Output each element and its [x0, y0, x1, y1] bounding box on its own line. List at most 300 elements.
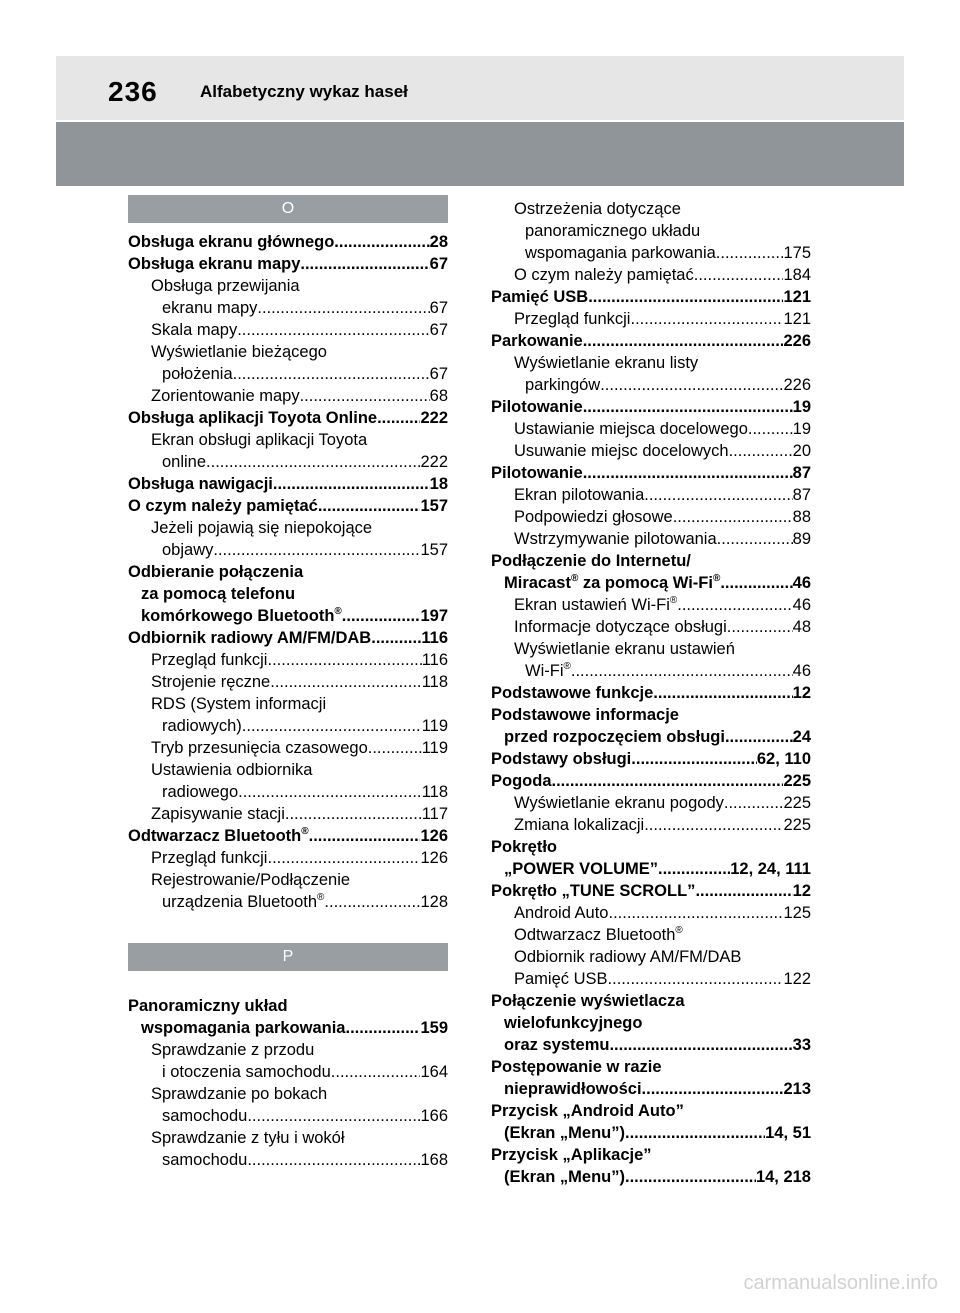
entry-line	[128, 407, 448, 429]
entry-label	[141, 583, 295, 605]
registered-mark: ®	[563, 661, 571, 672]
entry-label	[141, 605, 342, 627]
leader-dots	[583, 462, 793, 484]
page-reference: 222	[420, 409, 448, 427]
entry-line	[128, 561, 448, 583]
entry-text: Odbiornik radiowy AM/FM/DAB	[514, 948, 742, 966]
page-reference: 226	[783, 332, 811, 350]
entry-text: Zapisywanie stacji	[151, 805, 285, 823]
entry-line	[128, 1127, 448, 1149]
entry-text: Pogoda	[491, 772, 552, 790]
entry-label	[491, 396, 583, 418]
registered-mark: ®	[334, 606, 342, 617]
entry-text: i otoczenia samochodu	[162, 1063, 331, 1081]
leader-dots	[318, 495, 421, 517]
leader-dots	[331, 1061, 421, 1083]
entry-text: oraz systemu	[504, 1036, 610, 1054]
leader-dots	[725, 726, 793, 748]
entry-line	[491, 880, 811, 902]
entry-label	[128, 231, 334, 253]
entry-text: Obsługa przewijania	[151, 277, 300, 295]
entry-text: Wi-Fi	[525, 662, 564, 680]
entry-label	[128, 825, 309, 847]
entry-label	[151, 429, 367, 451]
page-reference: 68	[429, 387, 448, 405]
entry-label	[141, 1017, 345, 1039]
entry-label	[514, 814, 644, 836]
entry-text: parkingów	[525, 376, 601, 394]
entry-line	[128, 583, 448, 605]
index-entry	[128, 825, 448, 847]
entry-line	[491, 1100, 811, 1122]
page-reference: 46	[792, 596, 811, 614]
index-subentry	[491, 484, 811, 506]
entry-text: Połączenie wyświetlacza	[491, 992, 685, 1010]
leader-dots	[247, 1105, 420, 1127]
entry-text: urządzenia Bluetooth	[162, 893, 318, 911]
leader-dots	[673, 506, 793, 528]
entry-label	[514, 308, 630, 330]
page-reference: 20	[792, 442, 811, 460]
leader-dots	[324, 891, 420, 913]
entry-line	[491, 1166, 811, 1188]
registered-mark: ®	[301, 826, 309, 837]
leader-dots	[653, 682, 792, 704]
entry-label	[128, 995, 288, 1017]
entry-label	[514, 594, 677, 616]
leader-dots	[300, 253, 429, 275]
entry-line	[128, 253, 448, 275]
index-entry	[491, 1144, 811, 1188]
page-reference: 46	[792, 574, 811, 592]
entry-text: Odbiornik radiowy AM/FM/DAB	[128, 629, 372, 647]
entry-text: Odbieranie połączenia	[128, 563, 304, 581]
entry-text: Ustawianie miejsca docelowego	[514, 420, 748, 438]
entry-text: Ostrzeżenia dotyczące	[514, 200, 681, 218]
entry-label	[514, 264, 694, 286]
entry-text: Zmiana lokalizacji	[514, 816, 645, 834]
entry-line	[491, 242, 811, 264]
index-entry	[491, 770, 811, 792]
entry-text: Przycisk „Aplikacje”	[491, 1146, 652, 1164]
leader-dots	[552, 770, 784, 792]
index-subentry	[128, 737, 448, 759]
entry-line	[128, 1039, 448, 1061]
index-subentry	[491, 638, 811, 682]
entry-label	[504, 1012, 642, 1034]
entry-line	[491, 1012, 811, 1034]
entry-line	[491, 308, 811, 330]
entry-line	[128, 451, 448, 473]
page-reference: 126	[420, 849, 448, 867]
entry-line	[128, 715, 448, 737]
page-reference: 119	[421, 739, 448, 757]
entry-line	[128, 363, 448, 385]
page-reference: 118	[421, 673, 448, 691]
leader-dots	[716, 242, 784, 264]
entry-line	[128, 995, 448, 1017]
entry-line	[128, 737, 448, 759]
entry-label	[151, 275, 300, 297]
page-reference: 67	[429, 299, 448, 317]
index-entry	[491, 550, 811, 594]
index-entry	[128, 407, 448, 429]
leader-dots	[206, 451, 420, 473]
entry-line	[491, 748, 811, 770]
entry-line	[128, 891, 448, 913]
index-subentry	[128, 385, 448, 407]
entry-line	[491, 1122, 811, 1144]
entry-line	[491, 924, 811, 946]
index-entry	[491, 286, 811, 308]
entry-line	[128, 473, 448, 495]
index-subentry	[491, 352, 811, 396]
page-reference: 118	[421, 783, 448, 801]
leader-dots	[609, 1034, 792, 1056]
page-reference: 119	[421, 717, 448, 735]
index-column-right	[491, 198, 811, 1188]
entry-text: Skala mapy	[151, 321, 238, 339]
entry-text: ekranu mapy	[162, 299, 258, 317]
entry-text: wspomagania parkowania	[525, 244, 716, 262]
entry-text: Obsługa nawigacji	[128, 475, 273, 493]
entry-label	[525, 242, 716, 264]
entry-text: Przegląd funkcji	[151, 849, 268, 867]
entry-line	[491, 506, 811, 528]
entry-text: Sprawdzanie z przodu	[151, 1041, 315, 1059]
entry-text: wielofunkcyjnego	[504, 1014, 643, 1032]
index-subentry	[128, 429, 448, 473]
entry-line	[128, 495, 448, 517]
entry-label	[151, 869, 350, 891]
entry-label	[128, 407, 377, 429]
page-reference: 225	[783, 816, 811, 834]
entry-line	[491, 726, 811, 748]
leader-dots	[729, 440, 793, 462]
index-list-o	[128, 231, 448, 913]
page-reference: 125	[783, 904, 811, 922]
entry-label	[504, 726, 725, 748]
index-entry	[128, 627, 448, 649]
entry-line	[491, 418, 811, 440]
page-reference: 12	[792, 882, 811, 900]
entry-line	[491, 814, 811, 836]
entry-text: Zorientowanie mapy	[151, 387, 300, 405]
registered-mark: ®	[669, 595, 678, 606]
index-entry	[491, 748, 811, 770]
entry-line	[491, 1034, 811, 1056]
index-subentry	[491, 968, 811, 990]
page-number: 236	[108, 76, 158, 107]
index-entry	[128, 495, 448, 517]
entry-line	[128, 825, 448, 847]
page-reference: 121	[783, 310, 811, 328]
entry-label	[514, 638, 735, 660]
index-entry	[491, 396, 811, 418]
index-entry	[491, 880, 811, 902]
index-subentry	[128, 1127, 448, 1171]
entry-line	[491, 682, 811, 704]
entry-text: Wyświetlanie ekranu listy	[514, 354, 699, 372]
page-reference: 159	[420, 1019, 448, 1037]
section-header-o: O	[128, 195, 448, 223]
entry-line	[491, 572, 811, 594]
entry-line	[128, 1083, 448, 1105]
entry-line	[491, 660, 811, 682]
index-subentry	[128, 649, 448, 671]
entry-label	[504, 1122, 625, 1144]
page-reference: 157	[420, 497, 448, 515]
entry-label	[504, 858, 658, 880]
entry-label	[491, 748, 631, 770]
entry-line	[128, 627, 448, 649]
page-reference: 24	[792, 728, 811, 746]
entry-text: samochodu	[162, 1151, 248, 1169]
entry-text: Podstawowe informacje	[491, 706, 679, 724]
page-reference: 87	[792, 486, 811, 504]
page-reference: 67	[429, 365, 448, 383]
entry-line	[128, 341, 448, 363]
entry-label	[162, 781, 238, 803]
entry-line	[491, 484, 811, 506]
entry-label	[162, 451, 206, 473]
entry-label	[151, 1127, 345, 1149]
entry-line	[491, 1056, 811, 1078]
index-entry	[128, 253, 448, 275]
index-entry	[128, 231, 448, 253]
index-subentry	[491, 902, 811, 924]
section-header-p: P	[128, 943, 448, 971]
entry-line	[128, 693, 448, 715]
page-reference: 121	[783, 288, 811, 306]
entry-line	[491, 946, 811, 968]
entry-line	[491, 770, 811, 792]
entry-line	[128, 649, 448, 671]
entry-text: „POWER VOLUME”	[504, 860, 659, 878]
entry-label	[162, 1105, 247, 1127]
index-subentry	[128, 869, 448, 913]
leader-dots	[694, 264, 784, 286]
index-subentry	[491, 506, 811, 528]
leader-dots	[300, 385, 430, 407]
page-reference: 19	[792, 420, 811, 438]
page-reference: 33	[792, 1036, 811, 1054]
entry-text: Pilotowanie	[491, 464, 583, 482]
entry-line	[491, 858, 811, 880]
entry-label	[491, 704, 679, 726]
index-list-right	[491, 198, 811, 1188]
entry-label	[128, 473, 273, 495]
entry-line	[491, 550, 811, 572]
entry-line	[491, 396, 811, 418]
entry-label	[491, 682, 653, 704]
entry-label	[151, 319, 237, 341]
page-reference: 128	[420, 893, 448, 911]
entry-line	[128, 231, 448, 253]
entry-text: radiowego	[162, 783, 239, 801]
index-subentry	[491, 528, 811, 550]
entry-text: Podłączenie do Internetu/	[491, 552, 691, 570]
entry-text: Przycisk „Android Auto”	[491, 1102, 684, 1120]
entry-text: Wyświetlanie bieżącego	[151, 343, 327, 361]
page-reference: 184	[783, 266, 811, 284]
entry-label	[514, 440, 729, 462]
registered-mark: ®	[675, 925, 683, 936]
entry-line	[491, 528, 811, 550]
entry-text: Wyświetlanie ekranu pogody	[514, 794, 724, 812]
entry-label	[525, 374, 600, 396]
leader-dots	[717, 528, 793, 550]
page-reference: 67	[429, 321, 448, 339]
leader-dots	[642, 1078, 784, 1100]
index-subentry	[491, 792, 811, 814]
leader-dots	[608, 968, 784, 990]
page-reference: 116	[421, 651, 448, 669]
entry-label	[128, 561, 303, 583]
leader-dots	[625, 1166, 756, 1188]
entry-line	[128, 847, 448, 869]
entry-label	[491, 1100, 684, 1122]
index-subentry	[491, 264, 811, 286]
index-subentry	[128, 517, 448, 561]
leader-dots	[213, 539, 420, 561]
entry-line	[128, 759, 448, 781]
page-reference: 122	[783, 970, 811, 988]
entry-label	[491, 286, 588, 308]
entry-text: Przegląd funkcji	[514, 310, 631, 328]
index-entry	[491, 330, 811, 352]
leader-dots	[371, 627, 421, 649]
registered-mark: ®	[712, 573, 721, 584]
entry-line	[491, 462, 811, 484]
entry-text: online	[162, 453, 207, 471]
page-reference: 175	[783, 244, 811, 262]
entry-text: Strojenie ręczne	[151, 673, 271, 691]
entry-text: Pamięć USB	[514, 970, 608, 988]
entry-line	[491, 1078, 811, 1100]
entry-label	[151, 385, 300, 407]
entry-label	[514, 946, 741, 968]
page-reference: 226	[783, 376, 811, 394]
leader-dots	[720, 572, 792, 594]
page-reference: 14, 51	[765, 1124, 811, 1142]
index-subentry	[128, 803, 448, 825]
leader-dots	[342, 605, 421, 627]
leader-dots	[233, 363, 430, 385]
index-entry	[491, 836, 811, 880]
leader-dots	[273, 473, 430, 495]
entry-line	[128, 671, 448, 693]
page-reference: 62, 110	[756, 750, 811, 768]
entry-label	[162, 715, 242, 737]
leader-dots	[571, 660, 793, 682]
index-list-p	[128, 995, 448, 1171]
entry-text: Obsługa aplikacji Toyota Online	[128, 409, 378, 427]
entry-line	[491, 792, 811, 814]
entry-text: Pamięć USB	[491, 288, 589, 306]
index-entry	[128, 561, 448, 627]
page-reference: 116	[421, 629, 448, 647]
entry-line	[491, 616, 811, 638]
entry-label	[151, 847, 267, 869]
page-reference: 164	[420, 1063, 448, 1081]
entry-label	[151, 1083, 327, 1105]
entry-line	[491, 352, 811, 374]
entry-text: Ekran pilotowania	[514, 486, 645, 504]
entry-label	[514, 968, 608, 990]
index-entry	[491, 704, 811, 748]
entry-line	[128, 385, 448, 407]
page-reference: 117	[421, 805, 448, 823]
entry-text: Sprawdzanie po bokach	[151, 1085, 328, 1103]
entry-label	[151, 517, 372, 539]
page-reference: 87	[792, 464, 811, 482]
entry-label	[514, 352, 698, 374]
entry-label	[151, 671, 270, 693]
entry-label	[151, 737, 368, 759]
page-reference: 19	[792, 398, 811, 416]
index-column-left	[128, 195, 448, 1171]
entry-label	[151, 1039, 314, 1061]
entry-label	[504, 1078, 642, 1100]
entry-line	[491, 1144, 811, 1166]
page-reference: 126	[420, 827, 448, 845]
entry-line	[491, 286, 811, 308]
leader-dots	[345, 1017, 420, 1039]
entry-label	[514, 506, 673, 528]
entry-label	[491, 330, 583, 352]
entry-text: Usuwanie miejsc docelowych	[514, 442, 729, 460]
entry-line	[128, 1105, 448, 1127]
index-entry	[491, 682, 811, 704]
leader-dots	[368, 737, 422, 759]
entry-label	[491, 990, 685, 1012]
index-subentry	[128, 847, 448, 869]
page-reference: 157	[420, 541, 448, 559]
entry-text: radiowych)	[162, 717, 242, 735]
entry-label	[162, 1149, 247, 1171]
entry-text: Odtwarzacz Bluetooth	[514, 926, 676, 944]
page-reference: 67	[429, 255, 448, 273]
entry-text: Wstrzymywanie pilotowania	[514, 530, 717, 548]
entry-text: Odtwarzacz Bluetooth	[128, 827, 302, 845]
entry-label	[491, 880, 695, 902]
index-subentry	[491, 616, 811, 638]
registered-mark: ®	[317, 892, 325, 903]
entry-text: położenia	[162, 365, 233, 383]
entry-line	[128, 539, 448, 561]
entry-label	[504, 1166, 625, 1188]
entry-label	[162, 363, 233, 385]
index-subentry	[491, 924, 811, 946]
index-entry	[491, 1100, 811, 1144]
entry-text: samochodu	[162, 1107, 248, 1125]
entry-label	[491, 550, 691, 572]
page-reference: 166	[420, 1107, 448, 1125]
entry-text: Ekran ustawień Wi-Fi	[514, 596, 670, 614]
entry-label	[514, 198, 681, 220]
entry-line	[128, 1149, 448, 1171]
entry-text: Podpowiedzi głosowe	[514, 508, 673, 526]
entry-text: Pokrętło „TUNE SCROLL”	[491, 882, 696, 900]
index-subentry	[491, 594, 811, 616]
index-entry	[128, 473, 448, 495]
entry-text: nieprawidłowości	[504, 1080, 642, 1098]
page-reference: 168	[420, 1151, 448, 1169]
entry-text: (Ekran „Menu”)	[504, 1168, 626, 1186]
leader-dots	[334, 231, 429, 253]
page-reference: 222	[420, 453, 448, 471]
